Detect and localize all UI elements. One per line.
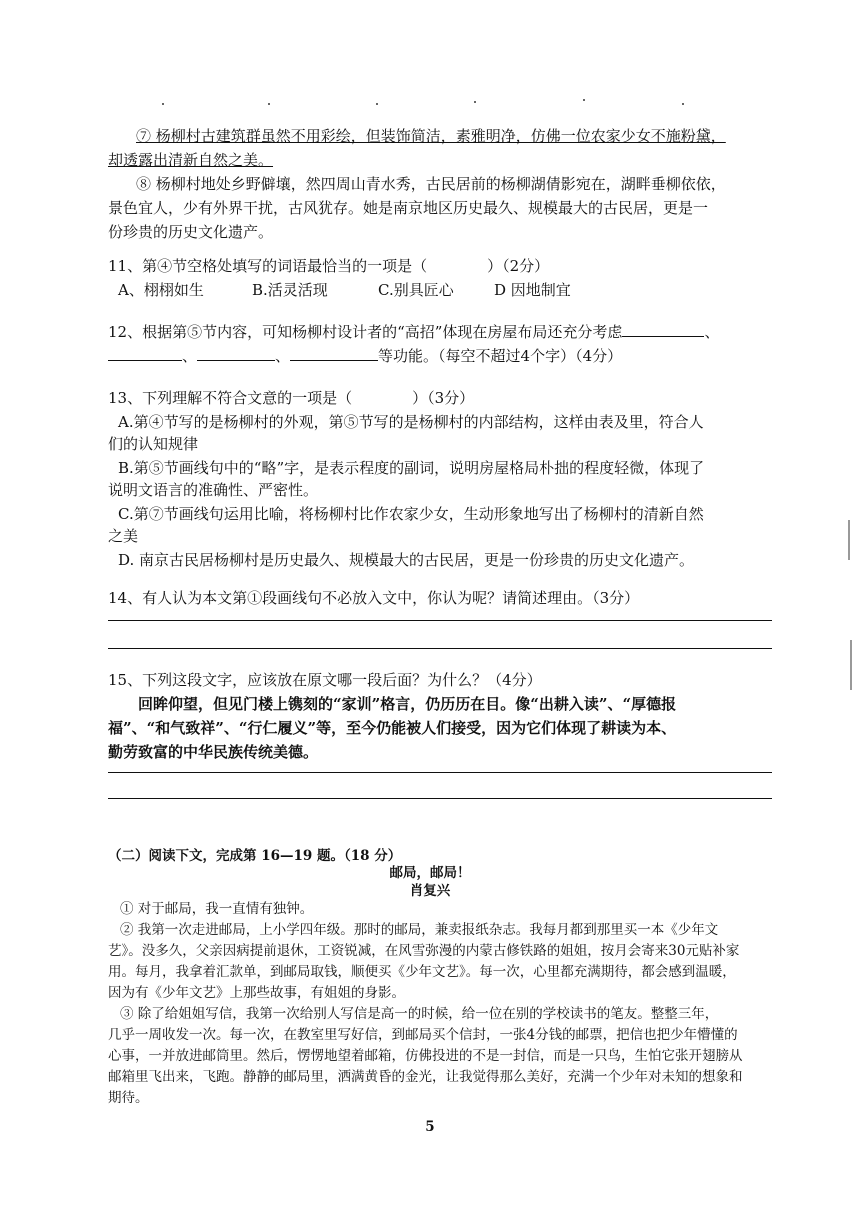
question-13-stem: 13、下列理解不符合文意的一项是（ ）（3分） <box>108 389 475 407</box>
answer-line[interactable] <box>108 772 772 773</box>
q13-option-a-line-2: 们的认知规律 <box>108 435 199 453</box>
q13-option-a-line-1: A.第④节写的是杨柳村的外观，第⑤节写的是杨柳村的内部结构，这样由表及里，符合人 <box>118 413 704 431</box>
scan-speck <box>474 101 476 103</box>
paragraph-8-line-3: 份珍贵的历史文化遗产。 <box>108 223 274 241</box>
q12-stem-end: 等功能。（每空不超过4个字）（4分） <box>378 347 623 365</box>
q13-option-b-line-1: B.第⑤节画线句中的“略”字，是表示程度的副词，说明房屋格局朴拙的程度轻微，体现了 <box>118 459 705 477</box>
question-15-stem: 15、下列这段文字，应该放在原文哪一段后面？为什么？（4分） <box>108 671 542 689</box>
q12-separator: 、 <box>275 347 291 365</box>
q13-option-d: D. 南京古民居杨柳村是历史最久、规模最大的古民居，更是一份珍贵的历史文化遗产。 <box>118 551 695 569</box>
answer-blank-3[interactable] <box>197 346 275 361</box>
q13-option-c-line-1: C.第⑦节画线句运用比喻，将杨柳村比作农家少女，生动形象地写出了杨柳村的清新自然 <box>118 505 704 523</box>
question-14-stem: 14、有人认为本文第①段画线句不必放入文中，你认为呢？请简述理由。（3分） <box>108 589 640 607</box>
scan-speck <box>682 103 684 105</box>
answer-line[interactable] <box>108 648 772 649</box>
scan-speck <box>376 103 378 105</box>
page-number: 5 <box>425 1119 435 1135</box>
answer-blank-4[interactable] <box>290 346 378 361</box>
scan-edge-mark <box>850 640 852 690</box>
article-paragraph-3-line-5: 期待。 <box>108 1090 149 1106</box>
article-paragraph-2-line-3: 用。每月，我拿着汇款单，到邮局取钱，顺便买《少年文艺》。每一次，心里都充满期待，都会感到温暖， <box>108 964 736 980</box>
question-11-stem: 11、第④节空格处填写的词语最恰当的一项是（ ）（2分） <box>108 257 550 275</box>
article-author: 肖复兴 <box>409 883 451 899</box>
article-paragraph-3-line-4: 邮箱里飞出来，飞跑。静静的邮局里，洒满黄昏的金光，让我觉得那么美好，充满一个少年对未知的想象和 <box>108 1069 743 1085</box>
paragraph-8-line-1: ⑧ 杨柳村地处乡野僻壤，然四周山青水秀，古民居前的杨柳湖倩影宛在，湖畔垂柳依依， <box>136 175 726 193</box>
q15-quote-line-1: 回眸仰望，但见门楼上镌刻的“家训”格言，仍历历在目。像“出耕入读”、“厚德报 <box>138 695 677 713</box>
article-paragraph-1: ① 对于邮局，我一直情有独钟。 <box>120 901 314 917</box>
paragraph-8-line-2: 景色宜人，少有外界干扰，古风犹存。她是南京地区历史最久、规模最大的古民居，更是一 <box>108 199 709 217</box>
article-paragraph-2-line-4: 因为有《少年文艺》上那些故事，有姐姐的身影。 <box>108 985 405 1001</box>
article-paragraph-3-line-1: ③ 除了给姐姐写信，我第一次给别人写信是高一的时候，给一位在别的学校读书的笔友。整整三年， <box>120 1006 719 1022</box>
q12-separator: 、 <box>182 347 198 365</box>
answer-line[interactable] <box>108 798 772 799</box>
paragraph-7-line-1: ⑦ 杨柳村古建筑群虽然不用彩绘，但装饰简洁，素雅明净，仿佛一位农家少女不施粉黛， <box>136 127 726 145</box>
paragraph-7-line-2: 却透露出清新自然之美。 <box>108 151 274 169</box>
q15-quote-line-3: 勤劳致富的中华民族传统美德。 <box>108 743 319 761</box>
scan-speck <box>162 103 164 105</box>
q11-option-d: D 因地制宜 <box>494 281 571 299</box>
scan-speck <box>268 103 270 105</box>
q11-option-a: A、栩栩如生 <box>118 281 204 299</box>
article-title: 邮局，邮局！ <box>389 865 471 881</box>
scan-speck <box>583 99 585 101</box>
answer-blank-1[interactable] <box>622 322 704 337</box>
q12-separator: 、 <box>704 323 720 341</box>
q11-option-b: B.活灵活现 <box>252 281 328 299</box>
article-paragraph-2-line-2: 艺》。没多久，父亲因病提前退休，工资锐减，在风雪弥漫的内蒙古修铁路的姐姐，按月会寄来30元贴补家 <box>108 943 740 959</box>
scan-edge-mark <box>848 520 850 560</box>
q11-option-c: C.别具匠心 <box>378 281 454 299</box>
q13-option-b-line-2: 说明文语言的准确性、严密性。 <box>108 481 319 499</box>
q13-option-c-line-2: 之美 <box>108 527 139 545</box>
article-paragraph-2-line-1: ② 我第一次走进邮局，上小学四年级。那时的邮局，兼卖报纸杂志。我每月都到那里买一本《少年文 <box>120 922 719 938</box>
question-12-line-2 <box>108 344 622 368</box>
article-paragraph-3-line-2: 几乎一周收发一次。每一次，在教室里写好信，到邮局买个信封，一张4分钱的邮票，把信也把少年懵懂的 <box>108 1027 738 1043</box>
q12-stem: 12、根据第⑤节内容，可知杨柳村设计者的“高招”体现在房屋布局还充分考虑 <box>108 323 623 341</box>
answer-line[interactable] <box>108 620 772 621</box>
answer-blank-2[interactable] <box>108 346 182 361</box>
question-12-line-1 <box>108 320 719 344</box>
q15-quote-line-2: 福”、“和气致祥”、“行仁履义”等，至今仍能被人们接受，因为它们体现了耕读为本、 <box>108 719 677 737</box>
section-2-heading: （二）阅读下文，完成第 16—19 题。（18 分） <box>108 848 402 864</box>
article-paragraph-3-line-3: 心事，一并放进邮筒里。然后，愣愣地望着邮箱，仿佛投进的不是一封信，而是一只鸟，生怕它张开翅膀从 <box>108 1048 743 1064</box>
